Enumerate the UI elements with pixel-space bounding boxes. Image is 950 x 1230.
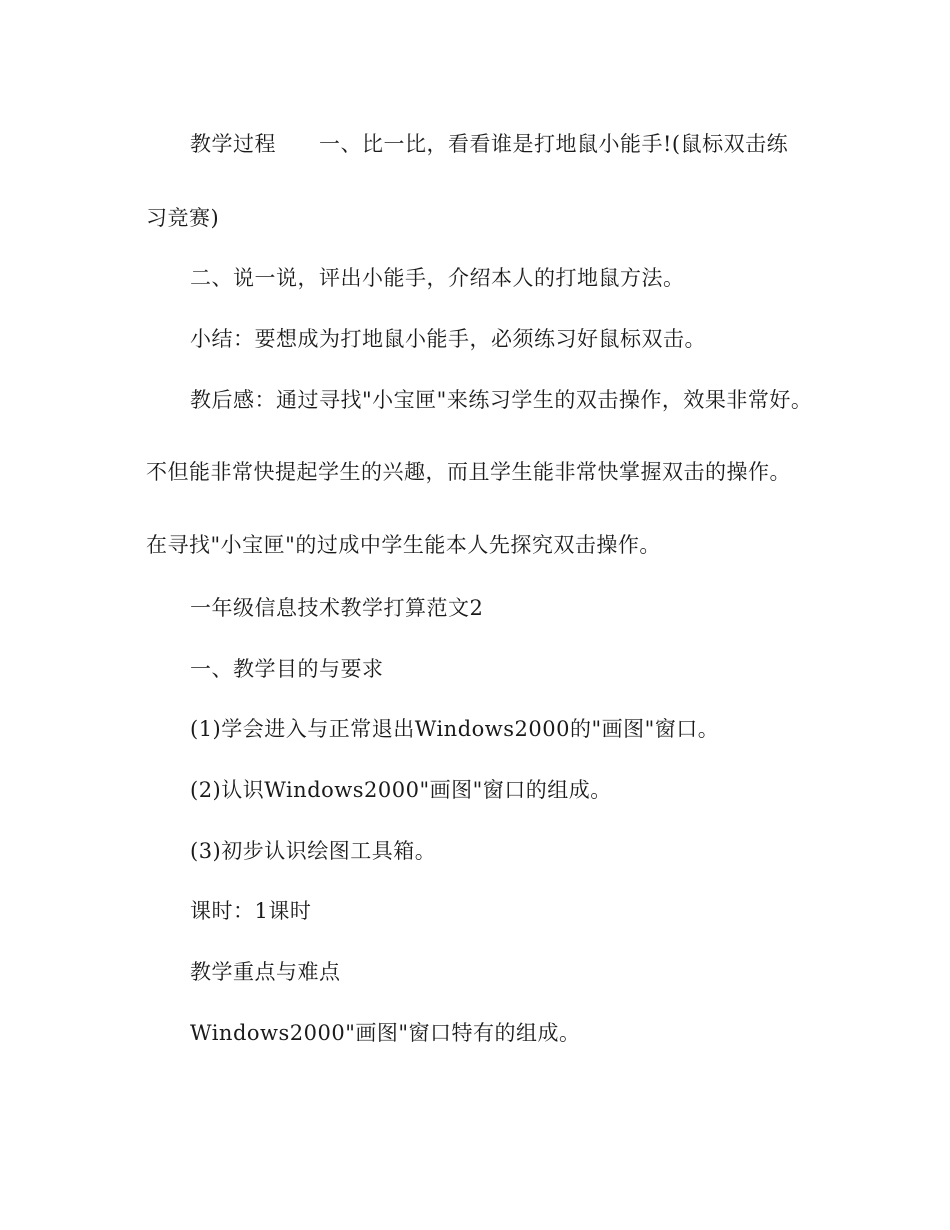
paragraph-reflection-continued: 不但能非常快提起学生的兴趣，而且学生能非常快掌握双击的操作。 [146, 460, 791, 484]
goal-item-1: (1)学会进入与正常退出Windows2000的"画图"窗口。 [190, 717, 720, 741]
section-heading-plan-2: 一年级信息技术教学打算范文2 [190, 596, 484, 620]
paragraph-teaching-process: 教学过程 一、比一比，看看谁是打地鼠小能手!(鼠标双击练 [190, 132, 789, 156]
goal-item-2: (2)认识Windows2000"画图"窗口的组成。 [190, 778, 612, 802]
paragraph-reflection: 教后感：通过寻找"小宝匣"来练习学生的双击操作，效果非常好。 [190, 388, 813, 412]
heading-goals: 一、教学目的与要求 [190, 657, 384, 681]
key-point-text: Windows2000"画图"窗口特有的组成。 [190, 1021, 581, 1045]
paragraph-reflection-end: 在寻找"小宝匣"的过成中学生能本人先探究双击操作。 [146, 533, 661, 557]
paragraph-step-two: 二、说一说，评出小能手，介绍本人的打地鼠方法。 [190, 266, 685, 290]
goal-item-3: (3)初步认识绘图工具箱。 [190, 839, 437, 863]
paragraph-continuation: 习竞赛) [146, 206, 220, 230]
heading-key-points: 教学重点与难点 [190, 960, 341, 984]
class-hours: 课时：1课时 [190, 899, 312, 923]
paragraph-summary: 小结：要想成为打地鼠小能手，必须练习好鼠标双击。 [190, 327, 706, 351]
